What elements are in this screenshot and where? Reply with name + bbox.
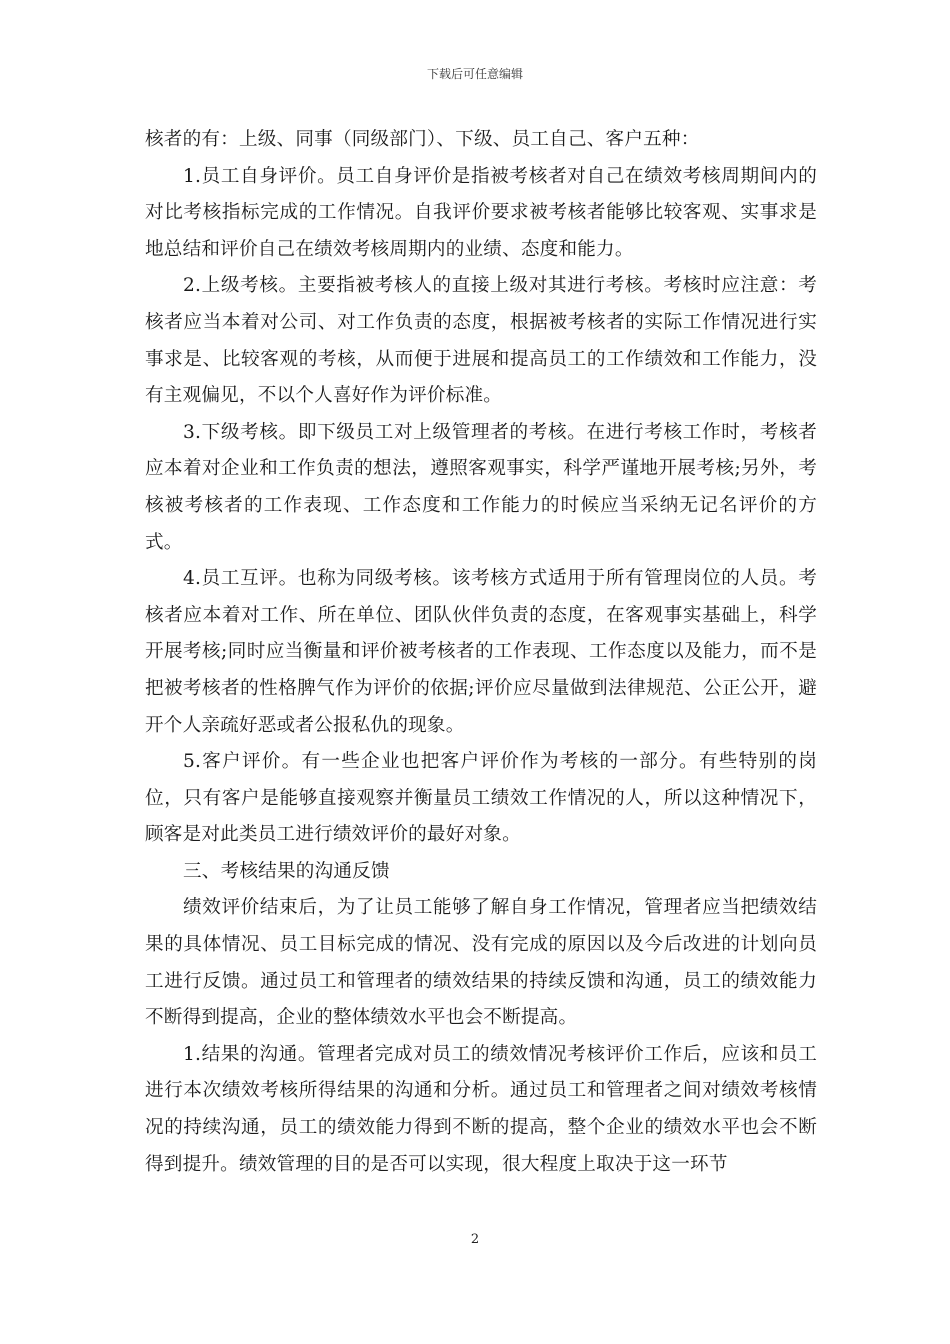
paragraph-8: 1.结果的沟通。管理者完成对员工的绩效情况考核评价工作后，应该和员工进行本次绩效考核所得结果的沟通和分析。通过员工和管理者之间对绩效考核情况的持续沟通，员工的绩效能力得到不断的提高，整个企业的绩效水平也会不断得到提升。绩效管理的目的是否可以实现，很大程度上取决于这一环节 — [145, 1043, 817, 1175]
paragraph-3: 3.下级考核。即下级员工对上级管理者的考核。在进行考核工作时，考核者应本着对企业和工作负责的想法，遵照客观事实，科学严谨地开展考核;另外，考核被考核者的工作表现、工作态度和工作能力的时候应当采纳无记名评价的方式。 — [145, 421, 817, 553]
paragraph-5: 5.客户评价。有一些企业也把客户评价作为考核的一部分。有些特别的岗位，只有客户是能够直接观察并衡量员工绩效工作情况的人，所以这种情况下，顾客是对此类员工进行绩效评价的最好对象。 — [145, 751, 817, 846]
paragraph-0: 核者的有：上级、同事（同级部门）、下级、员工自己、客户五种： — [145, 129, 700, 150]
paragraph-2: 2.上级考核。主要指被考核人的直接上级对其进行考核。考核时应注意：考核者应当本着对公司、对工作负责的态度，根据被考核者的实际工作情况进行实事求是、比较客观的考核，从而便于进展和提高员工的工作绩效和工作能力，没有主观偏见，不以个人喜好作为评价标准。 — [145, 275, 817, 407]
section-heading: 三、考核结果的沟通反馈 — [183, 860, 390, 882]
paragraph-7: 绩效评价结束后，为了让员工能够了解自身工作情况，管理者应当把绩效结果的具体情况、员工目标完成的情况、没有完成的原因以及今后改进的计划向员工进行反馈。通过员工和管理者的绩效结果的持续反馈和沟通，员工的绩效能力不断得到提高，企业的整体绩效水平也会不断提高。 — [145, 897, 817, 1029]
document-body — [145, 122, 817, 1183]
page-number: 2 — [470, 1232, 480, 1247]
paragraph-4: 4.员工互评。也称为同级考核。该考核方式适用于所有管理岗位的人员。考核者应本着对工作、所在单位、团队伙伴负责的态度，在客观事实基础上，科学开展考核;同时应当衡量和评价被考核者的工作表现、工作态度以及能力，而不是把被考核者的性格脾气作为评价的依据;评价应尽量做到法律规范、公正公开，避开个人亲疏好恶或者公报私仇的现象。 — [145, 568, 817, 736]
paragraph-1: 1.员工自身评价。员工自身评价是指被考核者对自己在绩效考核周期间内的对比考核指标完成的工作情况。自我评价要求被考核者能够比较客观、实事求是地总结和评价自己在绩效考核周期内的业绩、态度和能力。 — [145, 165, 817, 260]
page-header: 下载后可任意编辑 — [426, 67, 523, 81]
